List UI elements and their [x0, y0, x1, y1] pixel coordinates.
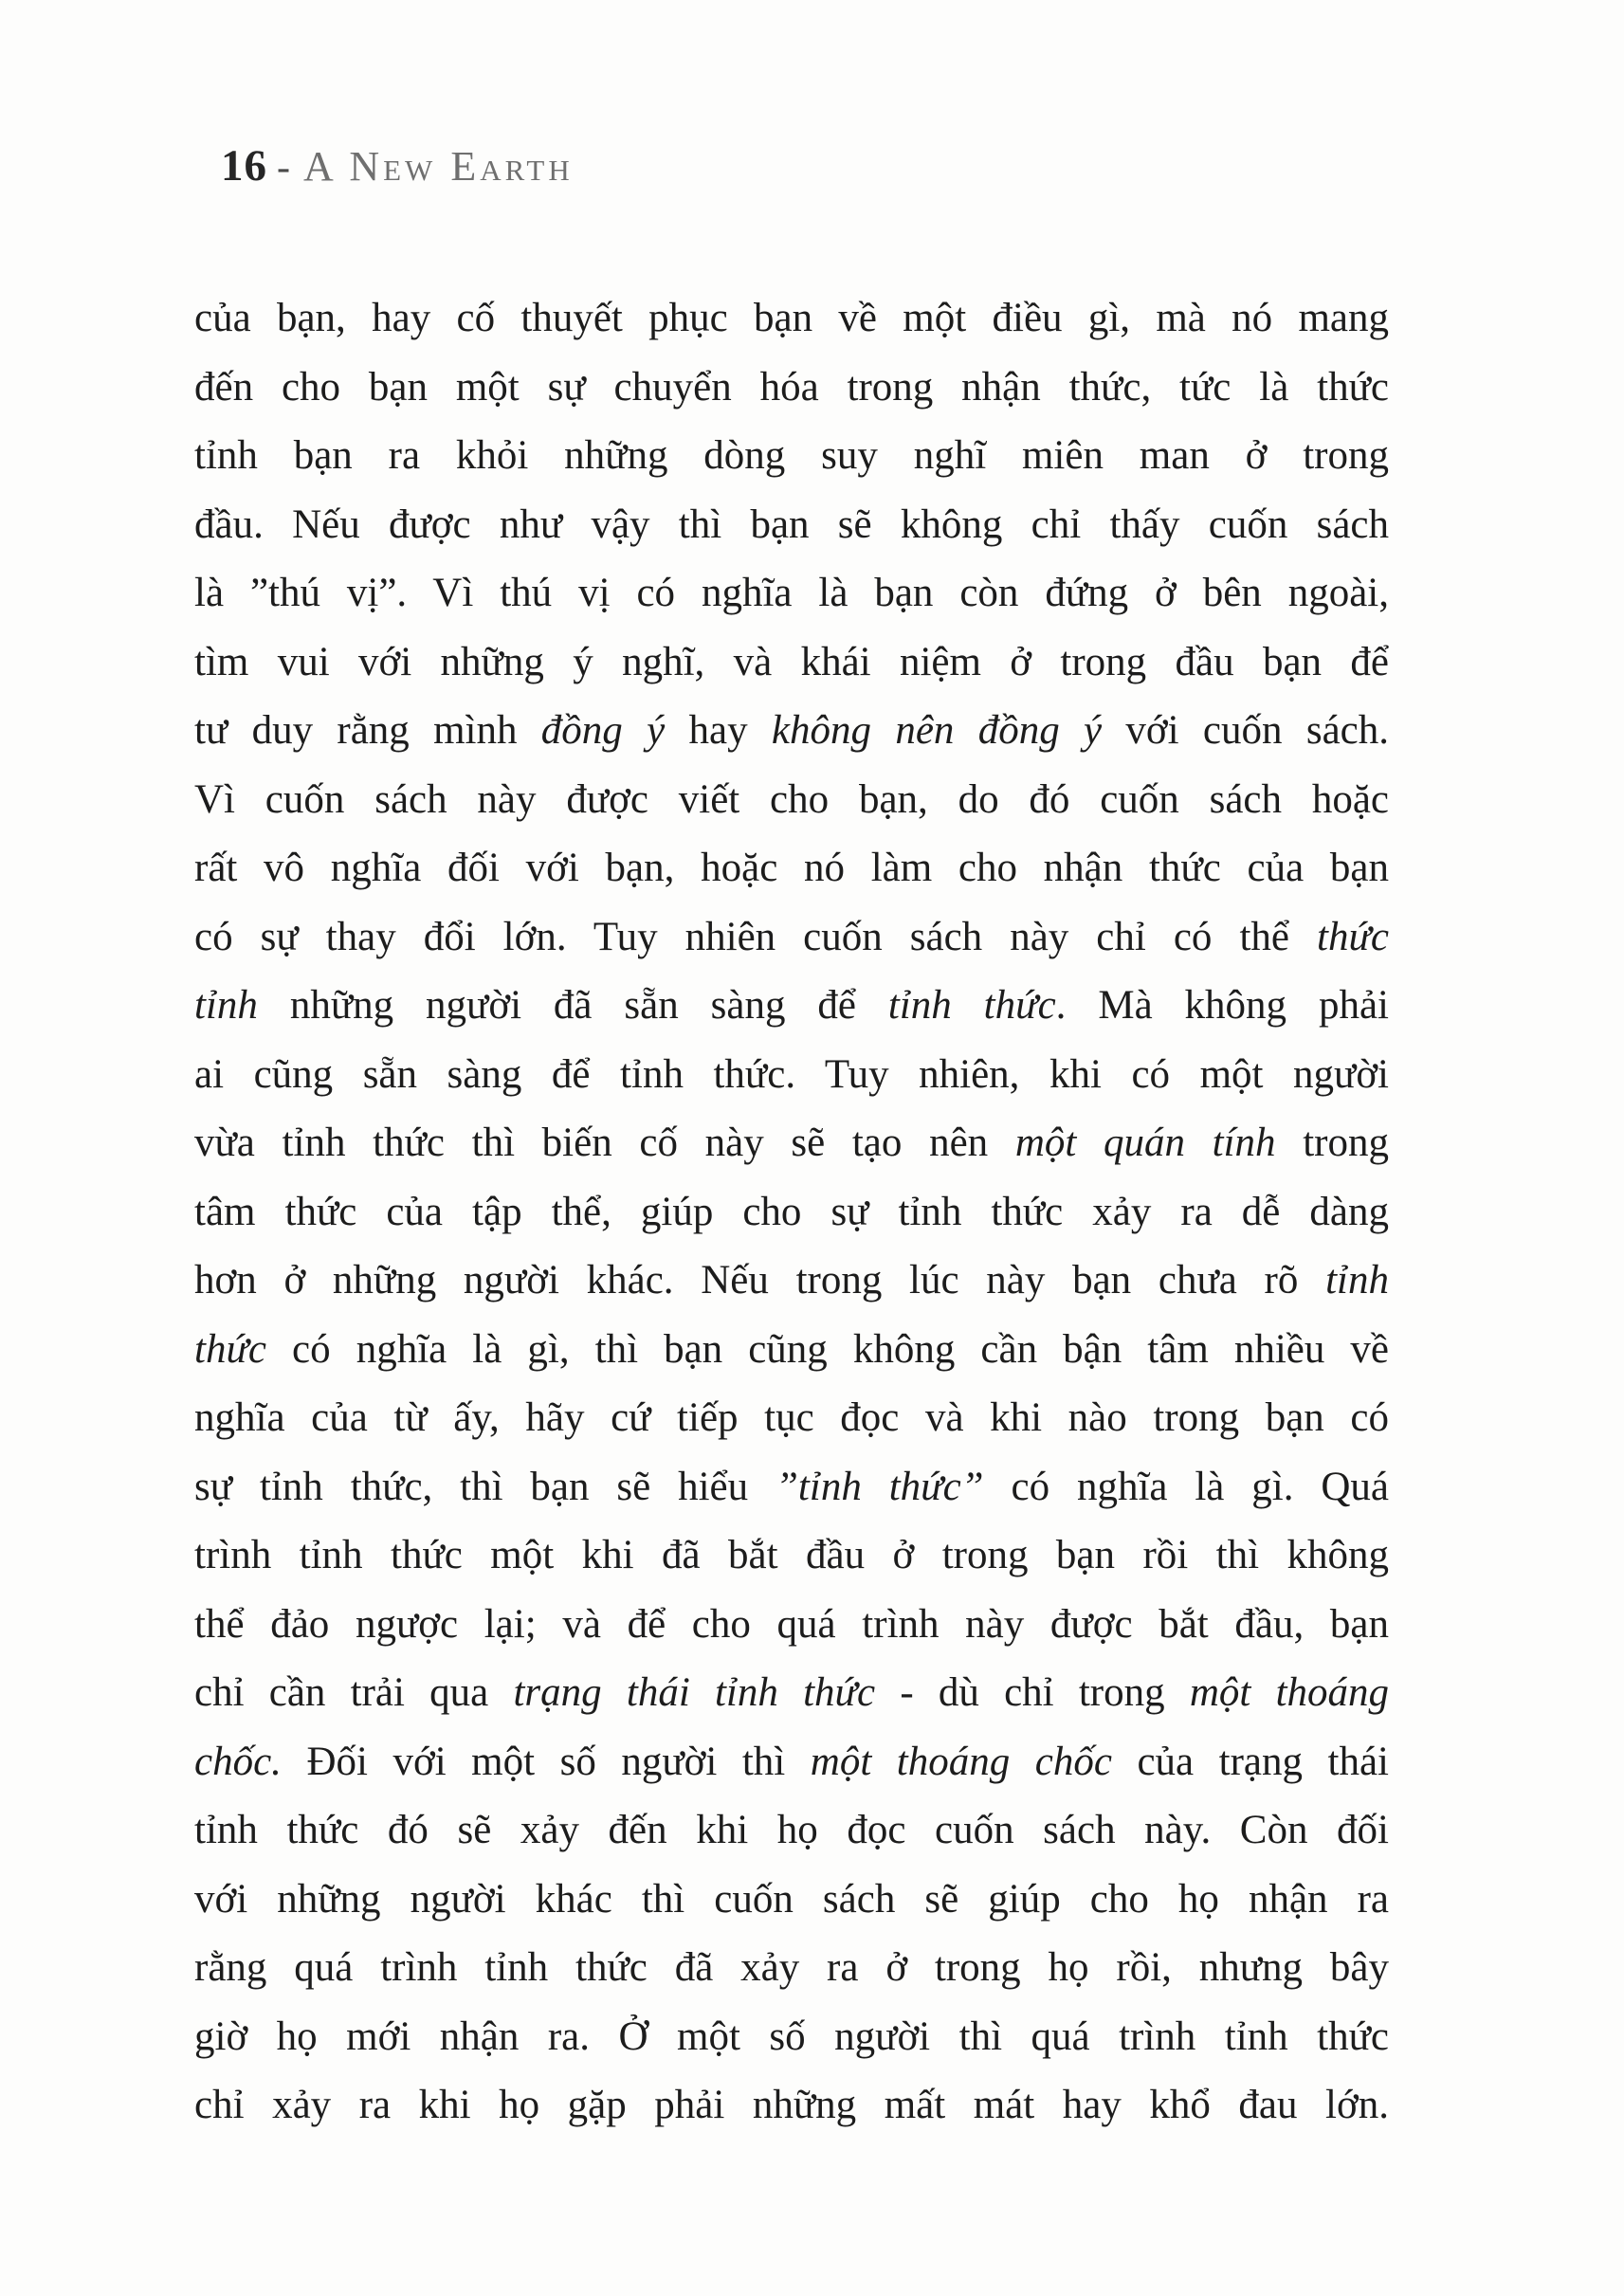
text-segment-italic: tỉnh — [194, 983, 258, 1028]
text-segment: của bạn, hay cố thuyết phục bạn về một điều gì, mà nó mang — [194, 296, 1389, 340]
text-segment: những người đã sẵn sàng để — [257, 983, 888, 1028]
text-segment: hay — [665, 708, 772, 753]
text-segment-italic: tỉnh — [1325, 1258, 1389, 1303]
text-line — [194, 834, 1389, 903]
text-segment: rất vô nghĩa đối với bạn, hoặc nó làm cho nhận thức của bạn — [194, 846, 1389, 890]
text-line — [194, 629, 1389, 698]
text-segment: tỉnh thức đó sẽ xảy đến khi họ đọc cuốn sách này. Còn đối — [194, 1808, 1389, 1852]
text-segment-italic: tỉnh thức — [887, 983, 1056, 1028]
text-segment: nghĩa của từ ấy, hãy cứ tiếp tục đọc và khi nào trong bạn có — [194, 1395, 1389, 1440]
text-segment: với những người khác thì cuốn sách sẽ giúp cho họ nhận ra — [194, 1876, 1389, 1922]
text-line — [194, 2071, 1389, 2141]
text-segment: là ”thú vị”. Vì thú vị có nghĩa là bạn còn đứng ở bên ngoài, — [194, 571, 1389, 615]
text-line — [194, 491, 1389, 560]
text-segment: tỉnh bạn ra khỏi những dòng suy nghĩ miên man ở trong — [194, 433, 1389, 478]
header-separator: - — [277, 146, 290, 190]
text-segment: tư duy rằng mình — [194, 708, 541, 753]
text-line — [194, 1796, 1389, 1866]
text-segment: sự tỉnh thức, thì bạn sẽ hiểu — [194, 1464, 776, 1509]
text-line — [194, 284, 1389, 354]
text-segment-italic: không nên đồng ý — [771, 708, 1103, 753]
text-segment-italic: một thoáng — [1189, 1670, 1389, 1715]
text-segment-italic: thức — [1317, 914, 1389, 959]
text-segment: có nghĩa là gì, thì bạn cũng không cần bận tâm nhiều về — [266, 1326, 1389, 1372]
text-line — [194, 2003, 1389, 2072]
text-segment-italic: đồng ý — [540, 708, 666, 753]
text-line — [194, 1316, 1389, 1385]
text-segment: vừa tỉnh thức thì biến cố này sẽ tạo nên — [194, 1121, 1015, 1165]
text-line — [194, 559, 1389, 629]
text-line — [194, 972, 1389, 1041]
text-line — [194, 1659, 1389, 1728]
text-line — [194, 1109, 1389, 1178]
text-segment: có nghĩa là gì. Quá — [983, 1464, 1389, 1509]
text-segment: trong — [1275, 1121, 1389, 1165]
text-line — [194, 1178, 1389, 1248]
text-segment-italic: một thoáng chốc — [810, 1739, 1112, 1784]
text-line — [194, 697, 1389, 766]
text-line — [194, 1247, 1389, 1316]
text-segment-italic: một quán tính — [1014, 1121, 1276, 1165]
text-line — [194, 1591, 1389, 1660]
page-number: 16 — [221, 141, 267, 191]
text-segment: với cuốn sách. — [1102, 708, 1389, 753]
text-segment: tìm vui với những ý nghĩ, và khái niệm ở trong đầu bạn để — [194, 639, 1389, 684]
text-segment: chỉ cần trải qua — [194, 1670, 514, 1715]
text-line — [194, 422, 1389, 491]
text-segment: tâm thức của tập thể, giúp cho sự tỉnh thức xảy ra dễ dàng — [194, 1189, 1389, 1234]
book-title: A New Earth — [303, 143, 574, 190]
text-segment: ai cũng sẵn sàng để tỉnh thức. Tuy nhiên, khi có một người — [194, 1051, 1389, 1097]
text-segment: Vì cuốn sách này được viết cho bạn, do đó cuốn sách hoặc — [194, 776, 1389, 822]
text-line — [194, 1934, 1389, 2003]
text-segment-italic: chốc. — [194, 1739, 282, 1784]
text-line — [194, 766, 1389, 835]
text-segment: giờ họ mới nhận ra. Ở một số người thì quá trình tỉnh thức — [194, 2014, 1389, 2059]
text-segment: có sự thay đổi lớn. Tuy nhiên cuốn sách này chỉ có thể — [194, 914, 1317, 959]
text-segment-italic: trạng thái tỉnh thức — [513, 1670, 876, 1715]
text-segment: của trạng thái — [1111, 1739, 1389, 1784]
text-segment: hơn ở những người khác. Nếu trong lúc này bạn chưa rõ — [194, 1258, 1326, 1303]
text-segment: rằng quá trình tỉnh thức đã xảy ra ở trong họ rồi, nhưng bây — [194, 1945, 1389, 1990]
text-segment: thể đảo ngược lại; và để cho quá trình này được bắt đầu, bạn — [194, 1601, 1389, 1647]
text-segment-italic: ”tỉnh thức” — [776, 1464, 984, 1509]
text-line — [194, 1384, 1389, 1453]
text-segment: đến cho bạn một sự chuyển hóa trong nhận thức, tức là thức — [194, 364, 1389, 410]
text-line — [194, 354, 1389, 423]
text-segment: chỉ xảy ra khi họ gặp phải những mất mát hay khổ đau lớn. — [194, 2083, 1389, 2127]
text-line — [194, 1041, 1389, 1110]
text-segment-italic: thức — [194, 1326, 266, 1372]
text-line — [194, 1453, 1389, 1522]
text-line — [194, 1522, 1389, 1591]
text-segment: đầu. Nếu được như vậy thì bạn sẽ không chỉ thấy cuốn sách — [194, 501, 1389, 547]
text-segment: Đối với một số người thì — [281, 1739, 811, 1784]
text-segment: . Mà không phải — [1055, 983, 1389, 1028]
text-line — [194, 903, 1389, 973]
body-text — [194, 284, 1389, 2141]
page-header — [221, 140, 574, 191]
text-line — [194, 1866, 1389, 1935]
text-segment: - dù chỉ trong — [875, 1670, 1190, 1715]
text-line — [194, 1728, 1389, 1797]
text-segment: trình tỉnh thức một khi đã bắt đầu ở trong bạn rồi thì không — [194, 1533, 1389, 1577]
